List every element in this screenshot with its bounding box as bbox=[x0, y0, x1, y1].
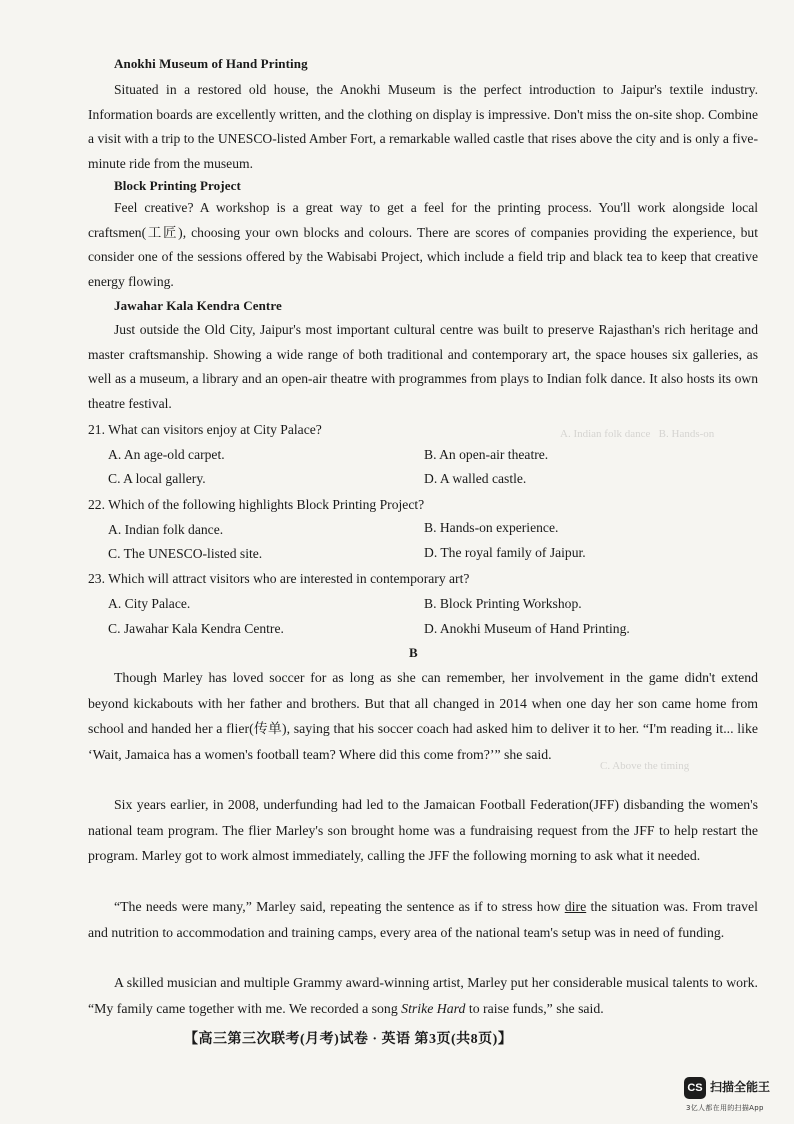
question-stem: 21. What can visitors enjoy at City Palace? bbox=[88, 422, 322, 437]
paragraph-text: A skilled musician and multiple Grammy award-winning artist, Marley put her considerable musical talents to work. “My family came together with me. We recorded a song bbox=[88, 975, 758, 1016]
scanner-tagline: 3亿人都在用的扫描App bbox=[686, 1104, 764, 1112]
passage-paragraph: Six years earlier, in 2008, underfunding had led to the Jamaican Football Federation(JFF) disbanding the women's national team program. The flier Marley's son brought home was a fundraising request from the JFF to help restart the program. Marley got to work almost immediately, calling the JFF the following morning to ask what it needed. bbox=[88, 797, 758, 864]
passage-paragraph: Though Marley has loved soccer for as long as she can remember, her involvement in the game didn't extend beyond kickabouts with her father and brothers. But that all changed in 2014 when one day her son came home from school and handed her a flier(传单), saying that his soccer coach had asked him to deliver it to her. “I'm reading it... like ‘Wait, Jamaica has a women's football team? Where did this come from?’” she said. bbox=[88, 670, 758, 762]
question-stem: 23. Which will attract visitors who are interested in contemporary art? bbox=[88, 571, 470, 586]
passage-letter: B bbox=[409, 645, 418, 660]
section-body: Situated in a restored old house, the Anokhi Museum is the perfect introduction to Jaipur's textile industry. Information boards are excellently written, and the clothing on display is impressive. Don't miss the on-site shop. Combine a visit with a trip to the UNESCO-listed Amber Fort, a remarkable walled castle that rises above the city and is only a five-minute ride from the museum. bbox=[88, 82, 758, 171]
scanner-app-name: 扫描全能王 bbox=[710, 1080, 771, 1094]
answer-option: A. Indian folk dance. bbox=[108, 522, 224, 537]
section-title: Jawahar Kala Kendra Centre bbox=[114, 298, 282, 313]
underlined-word: dire bbox=[564, 899, 587, 914]
answer-option: A. City Palace. bbox=[108, 596, 191, 611]
answer-option: C. Jawahar Kala Kendra Centre. bbox=[108, 621, 284, 636]
page-footer: 【高三第三次联考(月考)试卷 · 英语 第3页(共8页)】 bbox=[184, 1032, 513, 1047]
camscanner-logo-icon: CS bbox=[684, 1077, 706, 1099]
song-title: Strike Hard bbox=[401, 1000, 466, 1016]
passage-paragraph bbox=[88, 894, 758, 945]
answer-option: B. An open-air theatre. bbox=[424, 447, 549, 462]
section-title: Anokhi Museum of Hand Printing bbox=[114, 56, 308, 71]
answer-option: C. The UNESCO-listed site. bbox=[108, 546, 263, 561]
paragraph-text: to raise funds,” she said. bbox=[465, 1000, 604, 1016]
section-body: Just outside the Old City, Jaipur's most important cultural centre was built to preserve Rajasthan's rich heritage and master craftsmanship. Showing a wide range of both traditional and contemporary art, the space houses six galleries, as well as a museum, a library and an open-air theatre with programmes from plays to Indian folk dance. It also hosts its own theatre festival. bbox=[88, 322, 758, 411]
section-title: Block Printing Project bbox=[114, 178, 241, 193]
passage-paragraph bbox=[88, 970, 758, 1021]
answer-option: B. Block Printing Workshop. bbox=[424, 596, 582, 611]
section-body: Feel creative? A workshop is a great way to get a feel for the printing process. You'll work alongside local craftsmen(工匠), choosing your own blocks and colours. There are scores of companies providing the experience, but consider one of the sessions offered by the Wabisabi Project, which include a field trip and black tea to keep that creative energy flowing. bbox=[88, 200, 758, 289]
answer-option: D. A walled castle. bbox=[424, 471, 527, 486]
paragraph-text: the situation was. From travel and nutrition to accommodation and training camps, every area of the national team's setup was in need of funding. bbox=[88, 899, 758, 940]
bleed-through-text: A. Indian folk dance B. Hands-on bbox=[560, 428, 715, 440]
answer-option: B. Hands-on experience. bbox=[424, 520, 559, 535]
question-stem: 22. Which of the following highlights Block Printing Project? bbox=[88, 497, 425, 512]
answer-option: A. An age-old carpet. bbox=[108, 447, 225, 462]
paragraph-text: “The needs were many,” Marley said, repeating the sentence as if to stress how bbox=[114, 899, 565, 914]
answer-option: D. The royal family of Jaipur. bbox=[424, 545, 586, 560]
answer-option: D. Anokhi Museum of Hand Printing. bbox=[424, 621, 630, 636]
answer-option: C. A local gallery. bbox=[108, 471, 206, 486]
bleed-through-text: C. Above the timing bbox=[600, 760, 690, 772]
